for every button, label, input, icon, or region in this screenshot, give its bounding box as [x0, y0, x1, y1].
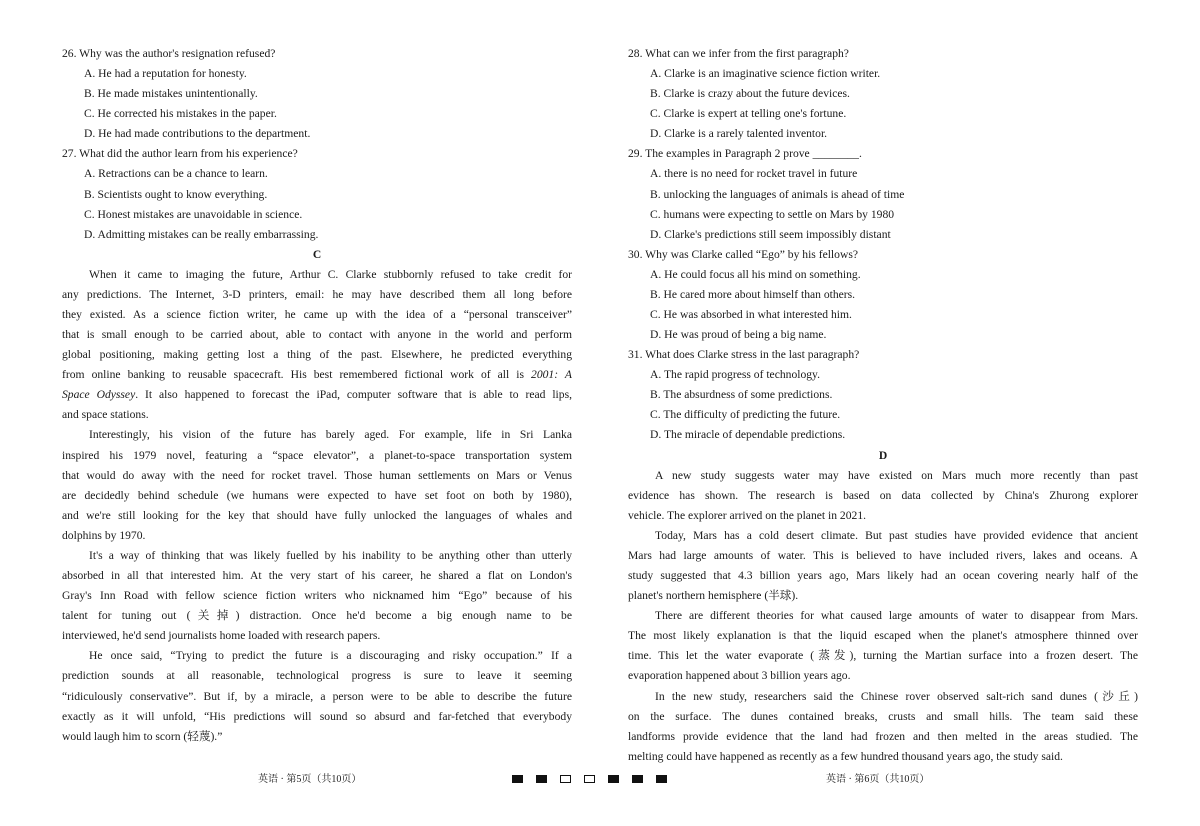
paragraph-line: landforms provide evidence that the land had frozen and then melted in the areas studied. The — [628, 729, 1138, 743]
answer-option: B. The absurdness of some predictions. — [650, 388, 833, 402]
paragraph-line: Gray's Inn Road with fellow science fiction writers who nicknamed him “Ego” because of his — [62, 589, 572, 603]
paragraph-line: global positioning, making getting lost a thing of the past. Elsewhere, he predicted everything — [62, 348, 572, 362]
paragraph-line: When it came to imaging the future, Arthur C. Clarke stubbornly refused to take credit for — [89, 267, 572, 281]
answer-option: B. Scientists ought to know everything. — [84, 187, 268, 201]
paragraph-line: It's a way of thinking that was likely fuelled by his inability to be anything other than utterly — [89, 548, 572, 562]
answer-option: C. He was absorbed in what interested him. — [650, 308, 852, 322]
question: 30. Why was Clarke called “Ego” by his fellows? — [628, 247, 858, 261]
paragraph-line: evaporation happened about 3 billion years ago. — [628, 669, 851, 683]
paragraph-line: In the new study, researchers said the Chinese rover observed salt-rich sand dunes (沙丘) — [655, 689, 1138, 703]
answer-option: A. there is no need for rocket travel in future — [650, 167, 858, 181]
paragraph — [628, 526, 1138, 606]
paragraph-line: interviewed, he'd send journalists home loaded with research papers. — [62, 629, 381, 643]
paragraph-line: and space stations. — [62, 408, 149, 422]
answer-option: C. He corrected his mistakes in the paper. — [84, 107, 277, 121]
section-heading: D — [878, 448, 888, 462]
paragraph — [628, 606, 1138, 686]
registration-square-icon — [632, 775, 643, 783]
registration-marks — [512, 775, 667, 783]
paragraph-line: that would do away with the need for rocket travel. Those human settlements on Mars or Venus — [62, 468, 572, 482]
paragraph-line: absorbed in all that interested him. At the very start of his career, he shared a flat on London's — [62, 569, 572, 583]
registration-square-icon — [608, 775, 619, 783]
answer-option: A. Retractions can be a chance to learn. — [84, 167, 268, 181]
paragraph — [62, 265, 572, 426]
paragraph-line: would laugh him to scorn (轻蔑).” — [62, 729, 223, 743]
paragraph-line: planet's northern hemisphere (半球). — [628, 589, 799, 603]
paragraph-line: prediction sounds at all reasonable, technological progress is sure to leave it seeming — [62, 669, 572, 683]
answer-option: B. He made mistakes unintentionally. — [84, 87, 258, 101]
paragraph-line: talent for tuning out (关掉) distraction. Once he'd become a big enough name to be — [62, 609, 572, 623]
paragraph-line: The most likely explanation is that the liquid escaped when the planet's atmosphere thinned over — [628, 629, 1138, 643]
paragraph-line: There are different theories for what caused large amounts of water to disappear from Mars. — [655, 609, 1138, 623]
paragraph-line: study suggested that 4.3 billion years ago, Mars likely had an ocean covering nearly half of the — [628, 569, 1138, 583]
answer-option: D. Admitting mistakes can be really embarrassing. — [84, 227, 319, 241]
paragraph-line: time. This let the water evaporate (蒸发), turning the Martian surface into a frozen desert. The — [628, 649, 1138, 663]
paragraph-line: that is small enough to be carried about, able to contact with anyone in the world and perform — [62, 328, 572, 342]
answer-option: A. Clarke is an imaginative science fiction writer. — [650, 67, 881, 81]
paragraph-line: He once said, “Trying to predict the future is a discouraging and risky occupation.” If a — [89, 649, 572, 663]
question: 27. What did the author learn from his experience? — [62, 147, 298, 161]
page-footer-right: 英语 · 第6页（共10页） — [826, 774, 930, 785]
paragraph-line: inspired his 1979 novel, featuring a “space elevator”, a planet-to-space transportation system — [62, 448, 572, 462]
paragraph — [62, 425, 572, 545]
registration-square-icon — [536, 775, 547, 783]
answer-option: D. The miracle of dependable predictions. — [650, 428, 846, 442]
right-column — [628, 44, 1138, 767]
left-column — [62, 44, 572, 747]
paragraph — [62, 546, 572, 646]
answer-option: C. The difficulty of predicting the future. — [650, 408, 841, 422]
paragraph-line: any predictions. The Internet, 3-D printers, email: he may have described them all long before — [62, 287, 572, 301]
registration-square-icon — [656, 775, 667, 783]
registration-square-icon — [560, 775, 571, 783]
paragraph-line: they existed. As a science fiction writer, he came up with the idea of a “personal transceiver” — [62, 308, 572, 322]
paragraph — [628, 466, 1138, 526]
answer-option: C. humans were expecting to settle on Mars by 1980 — [650, 207, 895, 221]
paragraph-line: Mars had large amounts of water. This is believed to have included rivers, lakes and oceans. A — [628, 548, 1138, 562]
paragraph-line: vehicle. The explorer arrived on the planet in 2021. — [628, 508, 867, 522]
answer-option: D. Clarke's predictions still seem impossibly distant — [650, 227, 891, 241]
section-heading: C — [312, 247, 322, 261]
paragraph-line: Interestingly, his vision of the future has barely aged. For example, life in Sri Lanka — [89, 428, 572, 442]
paragraph-line: evidence has shown. The research is based on data collected by China's Zhurong explorer — [628, 488, 1138, 502]
answer-option: C. Clarke is expert at telling one's fortune. — [650, 107, 847, 121]
answer-option: B. He cared more about himself than others. — [650, 287, 856, 301]
answer-option: D. He was proud of being a big name. — [650, 328, 827, 342]
paragraph-line: exactly as it will unfold, “His predictions will sound so absurd and far-fetched that everybody — [62, 709, 572, 723]
answer-option: A. He had a reputation for honesty. — [84, 67, 247, 81]
paragraph-line: and we're still looking for the key that should have fully unlocked the languages of whales and — [62, 508, 572, 522]
page-footer-left: 英语 · 第5页（共10页） — [258, 774, 362, 785]
question: 31. What does Clarke stress in the last paragraph? — [628, 348, 860, 362]
answer-option: A. He could focus all his mind on something. — [650, 267, 861, 281]
paragraph-line: from online banking to reusable spacecraft. His best remembered fictional work of all is 2001: A — [62, 368, 572, 382]
registration-square-icon — [584, 775, 595, 783]
paragraph-line: melting could have happened as recently as a few hundred thousand years ago, the study said. — [628, 749, 1063, 763]
paragraph-line: on the surface. The dunes contained breaks, crusts and small hills. The team said these — [628, 709, 1138, 723]
question: 26. Why was the author's resignation refused? — [62, 47, 276, 60]
paragraph-line: are decidedly behind schedule (we humans were expected to have set foot on both by 1980), — [62, 488, 572, 502]
answer-option: D. He had made contributions to the department. — [84, 127, 311, 141]
answer-option: B. unlocking the languages of animals is ahead of time — [650, 187, 905, 201]
paragraph — [62, 646, 572, 746]
paragraph-line: A new study suggests water may have existed on Mars much more recently than past — [655, 468, 1138, 482]
answer-option: D. Clarke is a rarely talented inventor. — [650, 127, 828, 141]
answer-option: B. Clarke is crazy about the future devices. — [650, 87, 850, 101]
answer-option: A. The rapid progress of technology. — [650, 368, 820, 382]
paragraph-line: Space Odyssey. It also happened to forecast the iPad, computer software that is able to read lips, — [62, 388, 572, 402]
answer-option: C. Honest mistakes are unavoidable in science. — [84, 207, 303, 221]
question: 29. The examples in Paragraph 2 prove ________. — [628, 147, 862, 161]
paragraph-line: dolphins by 1970. — [62, 528, 146, 542]
registration-square-icon — [512, 775, 523, 783]
paragraph-line: Today, Mars has a cold desert climate. But past studies have provided evidence that ancient — [655, 528, 1138, 542]
paragraph-line: “ridiculously conservative”. But if, by a miracle, a person were to be able to describe the future — [62, 689, 572, 703]
question: 28. What can we infer from the first paragraph? — [628, 47, 849, 60]
paragraph — [628, 687, 1138, 767]
